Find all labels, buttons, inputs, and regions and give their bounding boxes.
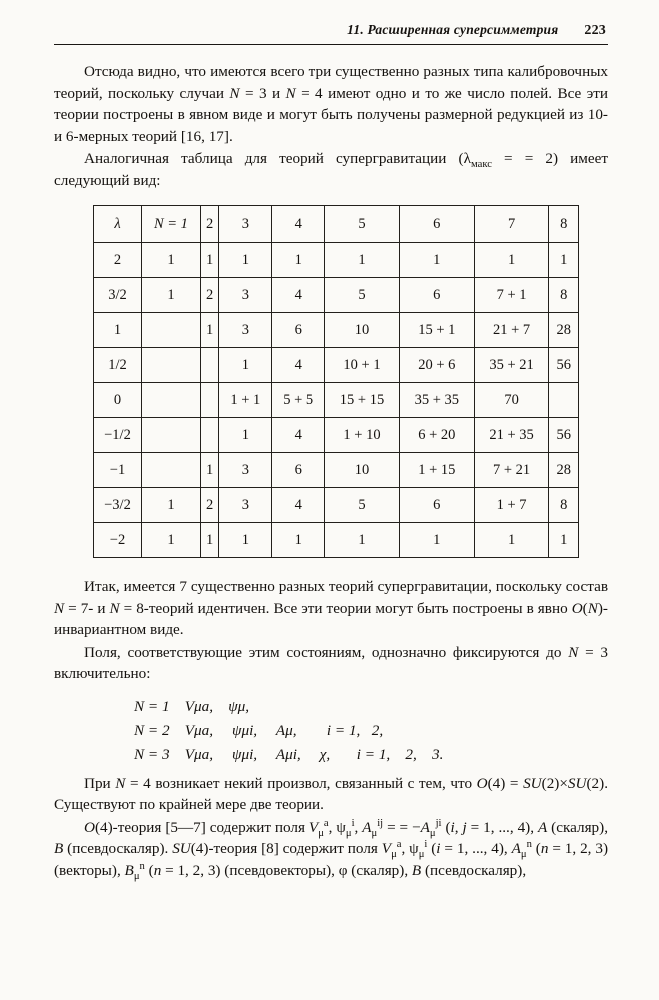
table-header-cell: 8 <box>549 206 579 243</box>
table-header-cell: N = 1 <box>141 206 200 243</box>
table-header-row <box>94 206 579 243</box>
table-cell: 4 <box>272 418 325 453</box>
table-cell-label: 1 <box>94 313 142 348</box>
table-cell: 70 <box>474 383 549 418</box>
spin-content-table <box>93 205 579 558</box>
table-cell: 5 <box>325 278 400 313</box>
table-cell: 28 <box>549 313 579 348</box>
table-row <box>94 313 579 348</box>
table-cell: 1 + 1 <box>219 383 272 418</box>
table-cell: 1 <box>141 523 200 558</box>
table-cell: 10 + 1 <box>325 348 400 383</box>
running-head <box>54 22 608 39</box>
table-header-cell: 4 <box>272 206 325 243</box>
table-cell: 1 <box>325 523 400 558</box>
paragraph-2: Аналогичная таблица для теорий супергравитации ($\lambda_{макс}$ = = 2) имеет следующий вид: <box>54 150 609 189</box>
formula-line-3: N = 3 Vμa, ψμi, Aμi, χ, i = 1, 2, 3. <box>134 745 444 763</box>
table-cell: 1 <box>399 523 474 558</box>
table-cell: 21 + 7 <box>474 313 549 348</box>
table-cell-label: −3/2 <box>94 488 142 523</box>
table-cell: 8 <box>549 488 579 523</box>
table-cell-label: −1 <box>94 453 142 488</box>
page-content <box>54 22 608 881</box>
formula-line-2: N = 2 Vμa, ψμi, Aμ, i = 1, 2, <box>134 721 384 739</box>
paragraph-6: O(4)-теория [5—7] содержит поля $V_\mu^a$, $\psi_\mu^i$, $A_\mu^{ij}$ = = $-A_\mu^{ji}$ (i, j = 1, ..., 4), A (скаляр), B (псевдоскаляр). SU(4)-теория [8] содержит поля $V_\mu^a$, $\psi_\mu^i$ (i = 1, ..., 4), $A_\mu^n$ (n = 1, 2, 3) (векторы), $B_\mu^n$ (n = 1, 2, 3) (псевдовекторы), φ (скаляр), B (псевдоскаляр), <box>54 817 609 882</box>
table-cell <box>200 418 219 453</box>
table-cell: 1 <box>141 278 200 313</box>
table-cell: 1 <box>474 523 549 558</box>
table-cell: 1 + 10 <box>325 418 400 453</box>
table-row <box>94 278 579 313</box>
table-cell: 1 + 15 <box>399 453 474 488</box>
table-cell: 1 <box>219 243 272 278</box>
table-cell: 3 <box>219 488 272 523</box>
table-cell: 3 <box>219 313 272 348</box>
table-cell: 5 + 5 <box>272 383 325 418</box>
table-cell: 1 <box>200 313 219 348</box>
paragraph-4: Поля, соответствующие этим состояниям, однозначно фиксируются до N = 3 включительно: <box>54 643 608 682</box>
table-cell: 1 <box>399 243 474 278</box>
table-cell: 4 <box>272 278 325 313</box>
table-row <box>94 383 579 418</box>
page-number: 223 <box>584 23 606 38</box>
table-cell: 1 <box>272 523 325 558</box>
table-cell <box>200 348 219 383</box>
table-cell: 5 <box>325 488 400 523</box>
table-cell: 20 + 6 <box>399 348 474 383</box>
table-cell: 2 <box>200 278 219 313</box>
table-cell: 4 <box>272 488 325 523</box>
table-cell-label: 0 <box>94 383 142 418</box>
table-cell-label: −2 <box>94 523 142 558</box>
table-cell <box>141 418 200 453</box>
formula-line-1: N = 1 Vμa, ψμ, <box>134 697 250 715</box>
formula-block <box>54 695 608 767</box>
table-row <box>94 523 579 558</box>
table-header-cell: 7 <box>474 206 549 243</box>
table-cell: 28 <box>549 453 579 488</box>
table-cell <box>200 383 219 418</box>
table-row <box>94 453 579 488</box>
table-cell <box>141 383 200 418</box>
table-cell-label: 2 <box>94 243 142 278</box>
table-cell: 6 + 20 <box>399 418 474 453</box>
table-cell: 2 <box>200 488 219 523</box>
table-cell: 15 + 15 <box>325 383 400 418</box>
table-cell: 6 <box>399 278 474 313</box>
table-cell: 10 <box>325 313 400 348</box>
table-cell: 1 <box>141 243 200 278</box>
table-cell: 56 <box>549 348 579 383</box>
table-cell: 1 <box>219 418 272 453</box>
table-cell: 1 <box>200 243 219 278</box>
table-cell <box>141 348 200 383</box>
table-header-cell: 3 <box>219 206 272 243</box>
table-cell: 1 <box>200 523 219 558</box>
table-cell: 7 + 21 <box>474 453 549 488</box>
table-row <box>94 488 579 523</box>
table-cell: 1 <box>272 243 325 278</box>
spin-content-table-wrap <box>54 205 608 558</box>
table-cell: 1 <box>200 453 219 488</box>
table-cell <box>141 313 200 348</box>
table-cell: 1 <box>549 523 579 558</box>
table-header-cell: 2 <box>200 206 219 243</box>
table-cell: 1 <box>219 523 272 558</box>
table-cell: 1 <box>325 243 400 278</box>
table-cell: 10 <box>325 453 400 488</box>
table-row <box>94 243 579 278</box>
table-cell <box>549 383 579 418</box>
table-cell: 15 + 1 <box>399 313 474 348</box>
table-header-cell: λ <box>94 206 142 243</box>
paragraph-1: Отсюда видно, что имеются всего три существенно разных типа калибровочных теорий, поскольку случаи N = 3 и N = 4 имеют одно и то же число полей. Все эти теории построены в явном виде и могут быть получены размерной редукцией из 10- и 6-мерных теорий [16, 17]. <box>54 63 608 145</box>
table-cell: 1 + 7 <box>474 488 549 523</box>
table-cell: 21 + 35 <box>474 418 549 453</box>
header-rule <box>54 44 608 45</box>
table-row <box>94 418 579 453</box>
table-cell: 6 <box>272 313 325 348</box>
table-cell: 3 <box>219 453 272 488</box>
table-cell: 3 <box>219 278 272 313</box>
table-cell: 8 <box>549 278 579 313</box>
table-cell: 1 <box>549 243 579 278</box>
table-header-cell: 6 <box>399 206 474 243</box>
table-cell-label: 1/2 <box>94 348 142 383</box>
table-cell: 6 <box>399 488 474 523</box>
table-header-cell: 5 <box>325 206 400 243</box>
table-cell: 35 + 35 <box>399 383 474 418</box>
chapter-title: 11. Расширенная суперсимметрия <box>347 22 559 37</box>
table-cell: 35 + 21 <box>474 348 549 383</box>
table-cell: 56 <box>549 418 579 453</box>
table-row <box>94 348 579 383</box>
table-cell: 7 + 1 <box>474 278 549 313</box>
table-cell-label: −1/2 <box>94 418 142 453</box>
paragraph-5: При N = 4 возникает некий произвол, связанный с тем, что O(4) = SU(2)×SU(2). Существуют по крайней мере две теории. <box>54 774 608 813</box>
table-cell: 1 <box>219 348 272 383</box>
table-cell: 1 <box>474 243 549 278</box>
table-cell-label: 3/2 <box>94 278 142 313</box>
paragraph-3: Итак, имеется 7 существенно разных теорий супергравитации, поскольку состав N = 7- и N = 8-теорий идентичен. Все эти теории могут быть построены в явно O(N)-инвариантном виде. <box>54 578 608 638</box>
table-cell: 4 <box>272 348 325 383</box>
table-cell: 1 <box>141 488 200 523</box>
table-cell <box>141 453 200 488</box>
table-cell: 6 <box>272 453 325 488</box>
